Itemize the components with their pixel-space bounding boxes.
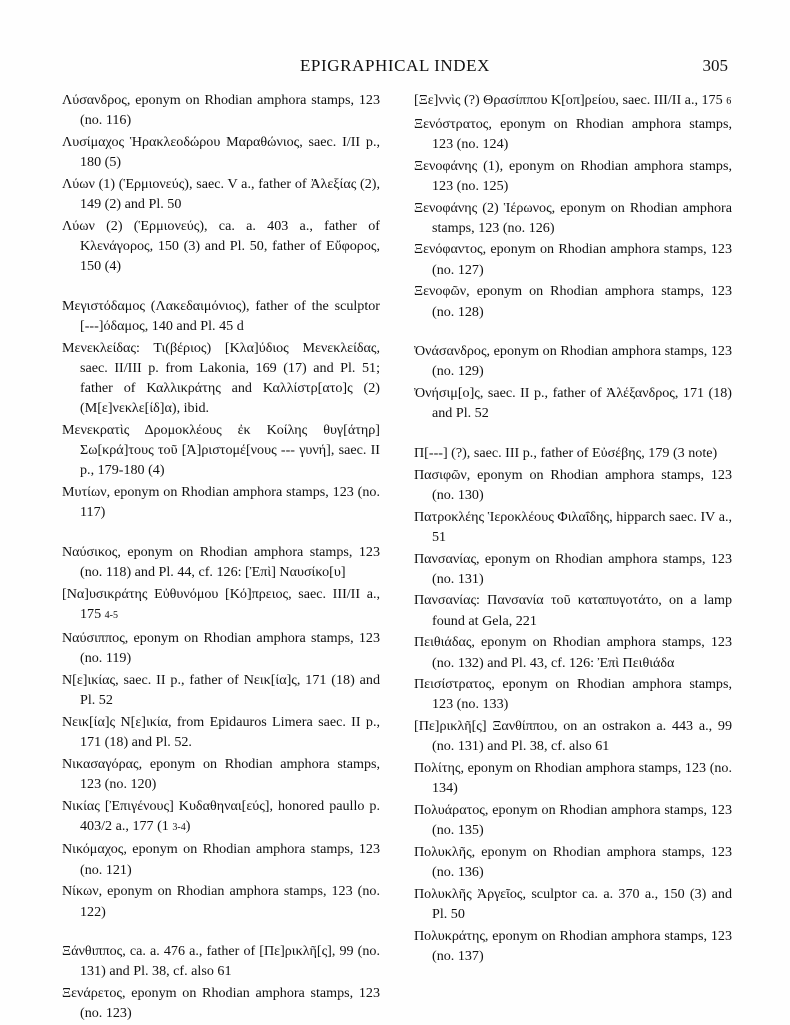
index-entry <box>62 628 380 668</box>
entry-text: Ὀνήσιμ[ο]ς, saec. II p., father of Ἀλέξανδρος, 171 (18) and Pl. 52 <box>414 385 732 422</box>
index-entry <box>62 216 380 277</box>
index-entry <box>414 716 732 756</box>
entry-text: Πολυκλῆς, eponym on Rhodian amphora stamps, 123 (no. 136) <box>414 843 732 881</box>
entry-text: Νικίας [Ἐπιγένους] Κυδαθηναι[εύς], honored paullo p. 403/2 a., 177 (1 <box>62 797 380 834</box>
section-gap <box>62 278 380 296</box>
entry-text: Ὀνάσανδρος, eponym on Rhodian amphora stamps, 123 (no. 129) <box>414 343 732 380</box>
index-entry <box>62 941 380 981</box>
entry-text: Πατροκλέης Ἱεροκλέους Φιλαΐδης, hipparch saec. IV a., 51 <box>414 508 732 545</box>
entry-text: Νικόμαχος, eponym on Rhodian amphora stamps, 123 (no. 121) <box>62 841 380 878</box>
entry-subscript: 4-5 <box>104 610 119 622</box>
entry-text: Λύσανδρος, eponym on Rhodian amphora stamps, 123 (no. 116) <box>62 92 380 129</box>
index-entry <box>414 114 732 154</box>
entry-text: Ξάνθιππος, ca. a. 476 a., father of [Πε]ρικλῆ[ς], 99 (no. 131) and Pl. 38, cf. also 61 <box>62 943 380 980</box>
index-entry <box>62 338 380 419</box>
entry-text: Πειθιάδας, eponym on Rhodian amphora stamps, 123 (no. 132) and Pl. 43, cf. 126: Ἐπὶ Πειθιάδα <box>414 634 732 671</box>
index-entry <box>414 443 732 463</box>
index-entry <box>414 90 732 112</box>
page-header <box>62 56 728 80</box>
section-gap <box>414 425 732 443</box>
index-entry <box>414 842 732 882</box>
index-entry <box>414 507 732 547</box>
index-entry <box>62 420 380 481</box>
index-entry <box>414 800 732 840</box>
index-entry <box>414 884 732 924</box>
entry-text: Ναύσικος, eponym on Rhodian amphora stamps, 123 (no. 118) and Pl. 44, cf. 126: [Ἐπὶ] Ναυσίκο[υ] <box>62 544 380 581</box>
index-entry <box>414 758 732 798</box>
page-number: 305 <box>702 56 728 75</box>
entry-text: Νεικ[ία]ς Ν[ε]ικία, from Epidauros Limera saec. II p., 171 (18) and Pl. 52. <box>62 713 380 750</box>
index-entry <box>62 296 380 336</box>
entry-text: Λύων (2) (Ἑρμιονεύς), ca. a. 403 a., father of Κλενάγορος, 150 (3) and Pl. 50, father of Εὔφορος, 150 (4) <box>62 217 380 275</box>
entry-text: Ξενοφάνης (1), eponym on Rhodian amphora stamps, 123 (no. 125) <box>414 157 732 194</box>
entry-text: Πολυάρατος, eponym on Rhodian amphora stamps, 123 (no. 135) <box>414 802 732 839</box>
index-entry <box>414 156 732 196</box>
entry-text: Μενεκλείδας: Τι(βέριος) [Κλα]ύδιος Μενεκλείδας, saec. II/III p. from Lakonia, 169 (17) and Pl. 51; father of Καλλικράτης and Καλλίστρ[ατο]ς (2) (Μ[ε]νεκλε[ίδ]α), ibid. <box>62 339 380 417</box>
left-column <box>62 90 380 1025</box>
entry-text: Πεισίστρατος, eponym on Rhodian amphora stamps, 123 (no. 133) <box>414 676 732 713</box>
entry-text: Ναύσιππος, eponym on Rhodian amphora stamps, 123 (no. 119) <box>62 629 380 667</box>
index-entry <box>62 670 380 710</box>
entry-text: Πολυκλῆς Ἀργεῖος, sculptor ca. a. 370 a., 150 (3) and Pl. 50 <box>414 885 732 923</box>
index-entry <box>62 482 380 522</box>
entry-subscript: 6 <box>726 96 732 107</box>
entry-text-after: ) <box>185 817 191 834</box>
entry-text: Πολίτης, eponym on Rhodian amphora stamps, 123 (no. 134) <box>414 760 732 797</box>
index-entry <box>414 549 732 589</box>
entry-text: Λυσίμαχος Ἡρακλεοδώρου Μαραθώνιος, saec. I/II p., 180 (5) <box>62 133 380 171</box>
index-entry <box>414 465 732 505</box>
entry-text: Πολυκράτης, eponym on Rhodian amphora stamps, 123 (no. 137) <box>414 927 732 964</box>
index-entry <box>414 341 732 381</box>
entry-text: Μυτίων, eponym on Rhodian amphora stamps, 123 (no. 117) <box>62 484 380 521</box>
index-entry <box>414 926 732 966</box>
section-gap <box>62 524 380 542</box>
entry-text: Ξενόστρατος, eponym on Rhodian amphora stamps, 123 (no. 124) <box>414 115 732 152</box>
entry-text: Ξενοφάνης (2) Ἱέρωνος, eponym on Rhodian amphora stamps, 123 (no. 126) <box>414 199 732 236</box>
right-column <box>414 90 732 968</box>
entry-text: Μεγιστόδαμος (Λακεδαιμόνιος), father of the sculptor [---]όδαμος, 140 and Pl. 45 d <box>62 297 380 335</box>
entry-text: Ν[ε]ικίας, saec. II p., father of Νεικ[ία]ς, 171 (18) and Pl. 52 <box>62 671 380 708</box>
section-gap <box>414 323 732 341</box>
entry-text: Πανσανίας: Πανσανία τοῦ καταπυγοτάτο, on a lamp found at Gela, 221 <box>414 592 732 629</box>
index-entry <box>414 198 732 238</box>
index-entry <box>62 754 380 794</box>
index-entry <box>62 542 380 582</box>
entry-text: Μενεκρατὶς Δρομοκλέους ἐκ Κοίλης θυγ[άτηρ] Σω[κρά]τους τοῦ [Ἀ]ριστομέ[νους --- γυνή], saec. II p., 179-180 (4) <box>62 422 380 479</box>
entry-text: Π[---] (?), saec. III p., father of Εὐσέβης, 179 (3 note) <box>414 445 718 462</box>
index-entry <box>62 90 380 130</box>
index-entry <box>62 839 380 879</box>
index-entry <box>414 239 732 279</box>
entry-text: Λύων (1) (Ἑρμιονεύς), saec. V a., father of Ἀλεξίας (2), 149 (2) and Pl. 50 <box>62 175 380 213</box>
entry-text: [Να]υσικράτης Εὐθυνόμου [Κό]πρειος, saec. III/II a., 175 <box>62 585 380 623</box>
index-entry <box>414 383 732 423</box>
section-gap <box>62 923 380 941</box>
index-entry <box>62 584 380 626</box>
entry-text: Ξενόφαντος, eponym on Rhodian amphora stamps, 123 (no. 127) <box>414 241 732 278</box>
index-entry <box>62 132 380 172</box>
entry-text: Ξενοφῶν, eponym on Rhodian amphora stamps, 123 (no. 128) <box>414 283 732 320</box>
entry-text: Ξενάρετος, eponym on Rhodian amphora stamps, 123 (no. 123) <box>62 985 380 1022</box>
index-entry <box>62 174 380 214</box>
index-entry <box>62 983 380 1023</box>
index-entry <box>62 712 380 752</box>
index-entry <box>62 796 380 838</box>
entry-text: [Πε]ρικλῆ[ς] Ξανθίππου, on an ostrakon a. 443 a., 99 (no. 131) and Pl. 38, cf. also 61 <box>414 718 732 755</box>
running-title: EPIGRAPHICAL INDEX <box>299 56 491 75</box>
index-entry <box>414 674 732 714</box>
entry-text: Νικασαγόρας, eponym on Rhodian amphora stamps, 123 (no. 120) <box>62 755 380 792</box>
index-entry <box>414 632 732 672</box>
entry-text: Πανσανίας, eponym on Rhodian amphora stamps, 123 (no. 131) <box>414 550 732 587</box>
index-entry <box>414 590 732 630</box>
entry-text: Πασιφῶν, eponym on Rhodian amphora stamps, 123 (no. 130) <box>414 466 732 503</box>
entry-subscript: 3-4 <box>172 821 186 833</box>
entry-text: Νίκων, eponym on Rhodian amphora stamps, 123 (no. 122) <box>62 883 380 920</box>
index-entry <box>414 281 732 321</box>
entry-text: [Ξε]ννὶς (?) Θρασίππου Κ[οπ]ρείου, saec. III/II a., 175 <box>414 92 723 108</box>
index-entry <box>62 881 380 921</box>
